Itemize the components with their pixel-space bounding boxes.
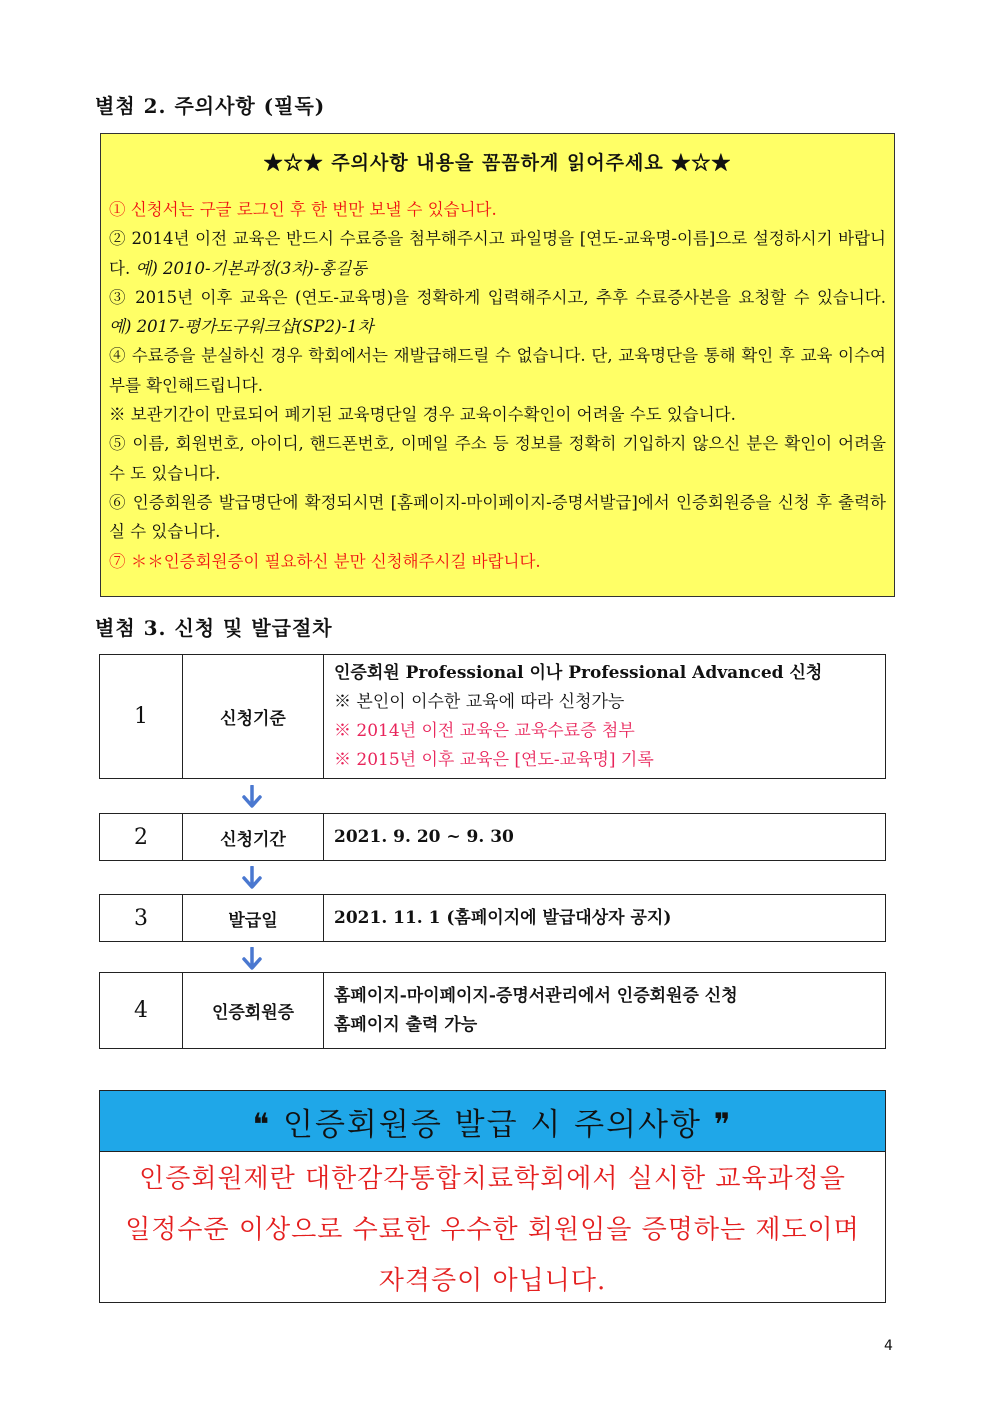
section-2-title: 별첨 2. 주의사항 (필독) <box>95 94 326 118</box>
notice-item-3 <box>109 283 886 342</box>
step-2-content <box>324 814 885 860</box>
step-3-content <box>324 895 885 941</box>
caution-line-2: 일정수준 이상으로 수료한 우수한 회원임을 증명하는 제도이며 <box>125 1215 860 1245</box>
step-3-line-1: 2021. 11. 1 (홈페이지에 발급대상자 공지) <box>334 907 672 928</box>
caution-box <box>99 1090 886 1303</box>
step-4-line-2: 홈페이지 출력 가능 <box>334 1014 478 1035</box>
section-3-title: 별첨 3. 신청 및 발급절차 <box>95 616 333 640</box>
notice-box <box>100 133 895 597</box>
notice-item-2 <box>109 224 886 283</box>
notice-item-7: ⑦ ＊＊인증회원증이 필요하신 분만 신청해주시길 바랍니다. <box>109 551 541 571</box>
step-1-line-4: ※ 2015년 이후 교육은 [연도-교육명] 기록 <box>334 749 654 770</box>
notice-item-1: ① 신청서는 구글 로그인 후 한 번만 보낼 수 있습니다. <box>109 200 497 219</box>
step-4-content <box>324 973 885 1048</box>
step-3-label: 발급일 <box>183 895 324 941</box>
step-2-label: 신청기간 <box>183 814 324 860</box>
notice-item-5: ⑤ 이름, 회원번호, 아이디, 핸드폰번호, 이메일 주소 등 정보를 정확히 기입하지 않으신 분은 확인이 어려울 수 도 있습니다. <box>109 434 886 483</box>
step-2-number: 2 <box>100 814 183 860</box>
step-1-content <box>324 655 885 778</box>
arrow-down-icon <box>241 866 263 890</box>
step-2-line-1: 2021. 9. 20 ~ 9. 30 <box>334 826 514 847</box>
arrow-down-icon <box>241 785 263 809</box>
notice-item-3-text: ③ 2015년 이후 교육은 (연도-교육명)을 정확하게 입력해주시고, 추후 수료증사본을 요청할 수 있습니다. <box>109 287 886 307</box>
step-4-line-1: 홈페이지-마이페이지-증명서관리에서 인증회원증 신청 <box>334 985 738 1006</box>
step-1-row <box>99 654 886 779</box>
notice-item-6: ⑥ 인증회원증 발급명단에 확정되시면 [홈페이지-마이페이지-증명서발급]에서 인증회원증을 신청 후 출력하실 수 있습니다. <box>109 492 886 542</box>
caution-title: ❝ 인증회원증 발급 시 주의사항 ❞ <box>100 1091 885 1152</box>
step-3-row <box>99 894 886 942</box>
step-1-line-2: ※ 본인이 이수한 교육에 따라 신청가능 <box>334 691 625 712</box>
notice-item-2-text: ② 2014년 이전 교육은 반드시 수료증을 첨부해주시고 파일명을 [연도-교육명-이름]으로 설정하시기 바랍니다. <box>109 229 886 278</box>
notice-item-3-example: 예) 2017-평가도구워크샵(SP2)-1차 <box>109 317 374 337</box>
arrow-down-icon <box>241 947 263 971</box>
step-2-row <box>99 813 886 861</box>
notice-body <box>109 195 886 576</box>
step-1-number: 1 <box>100 655 183 778</box>
caution-body <box>100 1152 885 1307</box>
step-4-number: 4 <box>100 973 183 1048</box>
step-4-row <box>99 972 886 1049</box>
caution-line-1: 인증회원제란 대한감각통합치료학회에서 실시한 교육과정을 <box>139 1164 846 1194</box>
step-4-label: 인증회원증 <box>183 973 324 1048</box>
page-number: 4 <box>884 1338 893 1354</box>
step-1-line-3: ※ 2014년 이전 교육은 교육수료증 첨부 <box>334 720 635 741</box>
notice-heading: ★☆★ 주의사항 내용을 꼼꼼하게 읽어주세요 ★☆★ <box>263 152 732 174</box>
notice-item-2-example: 예) 2010-기본과정(3차)-홍길동 <box>135 258 368 278</box>
step-3-number: 3 <box>100 895 183 941</box>
step-1-label: 신청기준 <box>183 655 324 778</box>
caution-line-3: 자격증이 아닙니다. <box>378 1266 607 1296</box>
step-1-line-1: 인증회원 Professional 이나 Professional Advanced 신청 <box>334 662 823 683</box>
notice-note: ※ 보관기간이 만료되어 폐기된 교육명단일 경우 교육이수확인이 어려울 수도 있습니다. <box>109 405 736 425</box>
notice-item-4: ④ 수료증을 분실하신 경우 학회에서는 재발급해드릴 수 없습니다. 단, 교육명단을 통해 확인 후 교육 이수여부를 확인해드립니다. <box>109 346 886 395</box>
